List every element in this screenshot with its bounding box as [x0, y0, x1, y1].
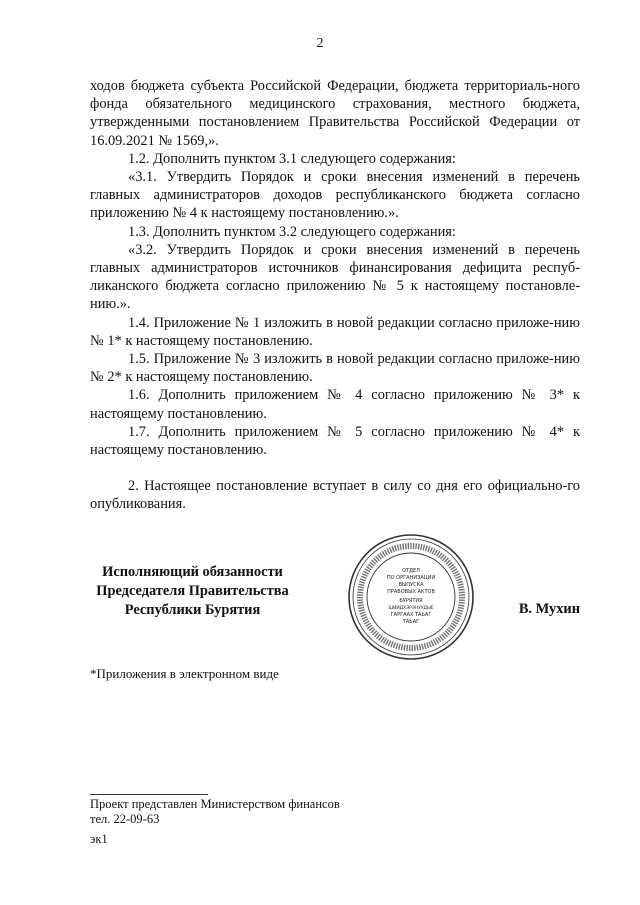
signatory-title	[90, 563, 295, 620]
footer-code: эк1	[90, 832, 108, 846]
signatory-name: В. Мухин	[518, 601, 580, 617]
seal-text: ПО ОРГАНИЗАЦИИ	[386, 575, 436, 581]
paragraph-gap	[90, 459, 580, 477]
attachments-note: *Приложения в электронном виде	[90, 666, 279, 681]
seal-text: ПРАВОВЫХ АКТОВ	[387, 589, 435, 595]
footer-submitted-by: Проект представлен Министерством финансов	[90, 797, 340, 811]
paragraph-1-4: 1.4. Приложение № 1 изложить в новой редакции согласно приложе-нию № 1* к настоящему постановлению.	[90, 314, 580, 349]
signatory-title-line: Председателя Правительства	[96, 583, 289, 599]
seal-text: ШИИДХЭРЭНУУДЫЕ	[388, 606, 434, 611]
seal-text: ВЫПУСКА	[398, 582, 424, 588]
seal-text: ТАЬАГ	[402, 619, 420, 625]
paragraph-1-2: 1.2. Дополнить пунктом 3.1 следующего содержания:	[128, 150, 456, 167]
seal-text: ГАРГААХ ТАЬАГ	[390, 612, 432, 618]
paragraph-1-5: 1.5. Приложение № 3 изложить в новой редакции согласно приложе-нию № 2* к настоящему постановлению.	[90, 351, 580, 386]
paragraph-1-7: 1.7. Дополнить приложением № 5 согласно приложению № 4* к настоящему постановлению.	[90, 423, 580, 459]
footer-phone: тел. 22-09-63	[90, 812, 160, 826]
paragraph-3-1-quote: «3.1. Утвердить Порядок и сроки внесения изменений в перечень главных администраторов доходов республиканского бюджета согласно приложению № 4 к настоящему постановлению.».	[90, 169, 580, 222]
signatory-title-line: Исполняющий обязанности	[102, 564, 283, 580]
paragraph-continuation: ходов бюджета субъекта Российской Федерации, бюджета территориаль-ного фонда обязательного медицинского страхования, местного бюджета, утвержденными постановлением Правительства Российской Федерации от 16.09.2021 № 1569,».	[90, 78, 580, 149]
official-seal-stamp	[346, 532, 476, 662]
paragraph-3-2-quote: «3.2. Утвердить Порядок и сроки внесения изменений в перечень главных администраторов источников финансирования дефицита респуб-ликанского бюджета согласно приложению № 5 к настоящему постановле-нию.».	[90, 241, 580, 313]
paragraph-1-6: 1.6. Дополнить приложением № 4 согласно приложению № 3* к настоящему постановлению.	[90, 387, 580, 422]
page-number: 2	[316, 36, 324, 51]
document-body	[90, 77, 580, 514]
footer-divider	[90, 794, 208, 795]
paragraph-2: 2. Настоящее постановление вступает в силу со дня его официально-го опубликования.	[90, 478, 580, 513]
seal-text: БУРЯТИЯ	[399, 598, 423, 604]
footer	[90, 797, 340, 827]
seal-text: ОТДЕЛ	[402, 568, 420, 574]
signatory-title-line: Республики Бурятия	[124, 602, 261, 618]
paragraph-1-3: 1.3. Дополнить пунктом 3.2 следующего содержания:	[128, 223, 456, 240]
